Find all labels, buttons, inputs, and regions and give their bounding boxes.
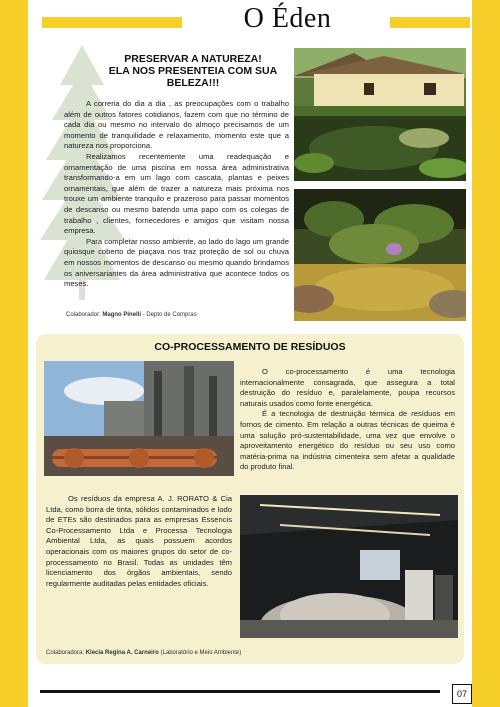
coprocessing-credit xyxy=(46,650,241,656)
headline-line: ELA NOS PRESENTEIA COM SUA xyxy=(108,65,278,77)
credit-label: Colaboradora: xyxy=(46,650,85,656)
paragraph: É a tecnologia de destruição térmica de resíduos em fornos de cimento. Em relação a outras técnicas de queima é uma solução pró-sustentabilidade, uma vez que envolve o aproveitamento energético do resíduo ou seu uso como matéria-prima na indústria cimenteira sem afetar a qualidade do produto final. xyxy=(240,409,455,472)
credit-dept: - Depto de Compras xyxy=(142,312,197,318)
page-title: O Éden xyxy=(243,3,332,34)
paragraph: Os resíduos da empresa A. J. RORATO & Cia Ltda, como borra de tinta, sólidos contaminados e lodo de ETEs são destinados para as empresas Essencis Co-Processamento Ltda e Processa Tecnologia Ambiental Ltda, as quais possuem acordos operacionais com os maiores grupos do setor de co-processamento no Brasil. Todas as unidades têm licenciamento dos órgãos ambientais, sendo regularmente auditadas pelas entidades oficiais. xyxy=(46,494,232,588)
credit-label: Colaborador: xyxy=(66,312,101,318)
coprocessing-intro xyxy=(240,367,455,473)
paragraph: O co-processamento é uma tecnologia internacionalmente consagrada, que assegura a total destruição do resíduo e, paralelamente, poupa recursos naturais usados como fonte energética. xyxy=(240,367,455,408)
warehouse-photo xyxy=(240,495,458,638)
article-credit xyxy=(66,312,197,318)
article-headline xyxy=(98,53,288,89)
page-number: 07 xyxy=(452,684,472,704)
headline-line: BELEZA!!! xyxy=(166,77,220,89)
cement-kiln-photo xyxy=(44,361,234,476)
article-body xyxy=(64,99,289,290)
garden-pond-photo xyxy=(294,189,466,321)
headline-line: PRESERVAR A NATUREZA! xyxy=(124,53,262,65)
credit-dept: (Laboratório e Meio Ambiente) xyxy=(160,650,242,656)
credit-name: Klecia Regina A. Carneiro xyxy=(85,650,159,656)
paragraph: Realizamos recentemente uma readequação e ornamentação de uma piscina em nossa área administrativa transformando-a em um lago com cascata, plantas e peixes ornamentais, que além de trazer a natureza mais próxima nos trouxe um ambiente tranquilo e prazeroso para passar momentos de descanso ou mesmo batendo uma papo com os colegas de trabalho , clientes, fornecedores e amigos que visitam nossa empresa. xyxy=(64,151,289,236)
credit-name: Magno Pinelli xyxy=(102,312,142,318)
paragraph: Para completar nosso ambiente, ao lado do lago um grande quiosque coberto de piaçava nos traz proteção de sol ou chuva em nossos momentos de descanso ou mesmo quando brindamos os aniversariantes da área administrativa que acontece todos os meses. xyxy=(64,236,289,289)
section-title: CO-PROCESSAMENTO DE RESÍDUOS xyxy=(154,341,346,353)
pond-house-photo xyxy=(294,48,466,181)
paragraph: A correria do dia a dia , as preocupações com o trabalho além de outros fatores cotidianos, fazem com que no término de cada dia ou mesmo no intervalo do almoço precisamos de um momento de tranquilidade e relaxamento, momento este que a natureza nos proporciona. xyxy=(64,99,289,151)
left-border-bar xyxy=(0,0,28,707)
footer-rule xyxy=(40,690,440,693)
header-bar-right xyxy=(390,17,470,28)
right-border-bar xyxy=(472,0,500,707)
coprocessing-destination xyxy=(46,494,232,589)
header-bar-left xyxy=(42,17,182,28)
